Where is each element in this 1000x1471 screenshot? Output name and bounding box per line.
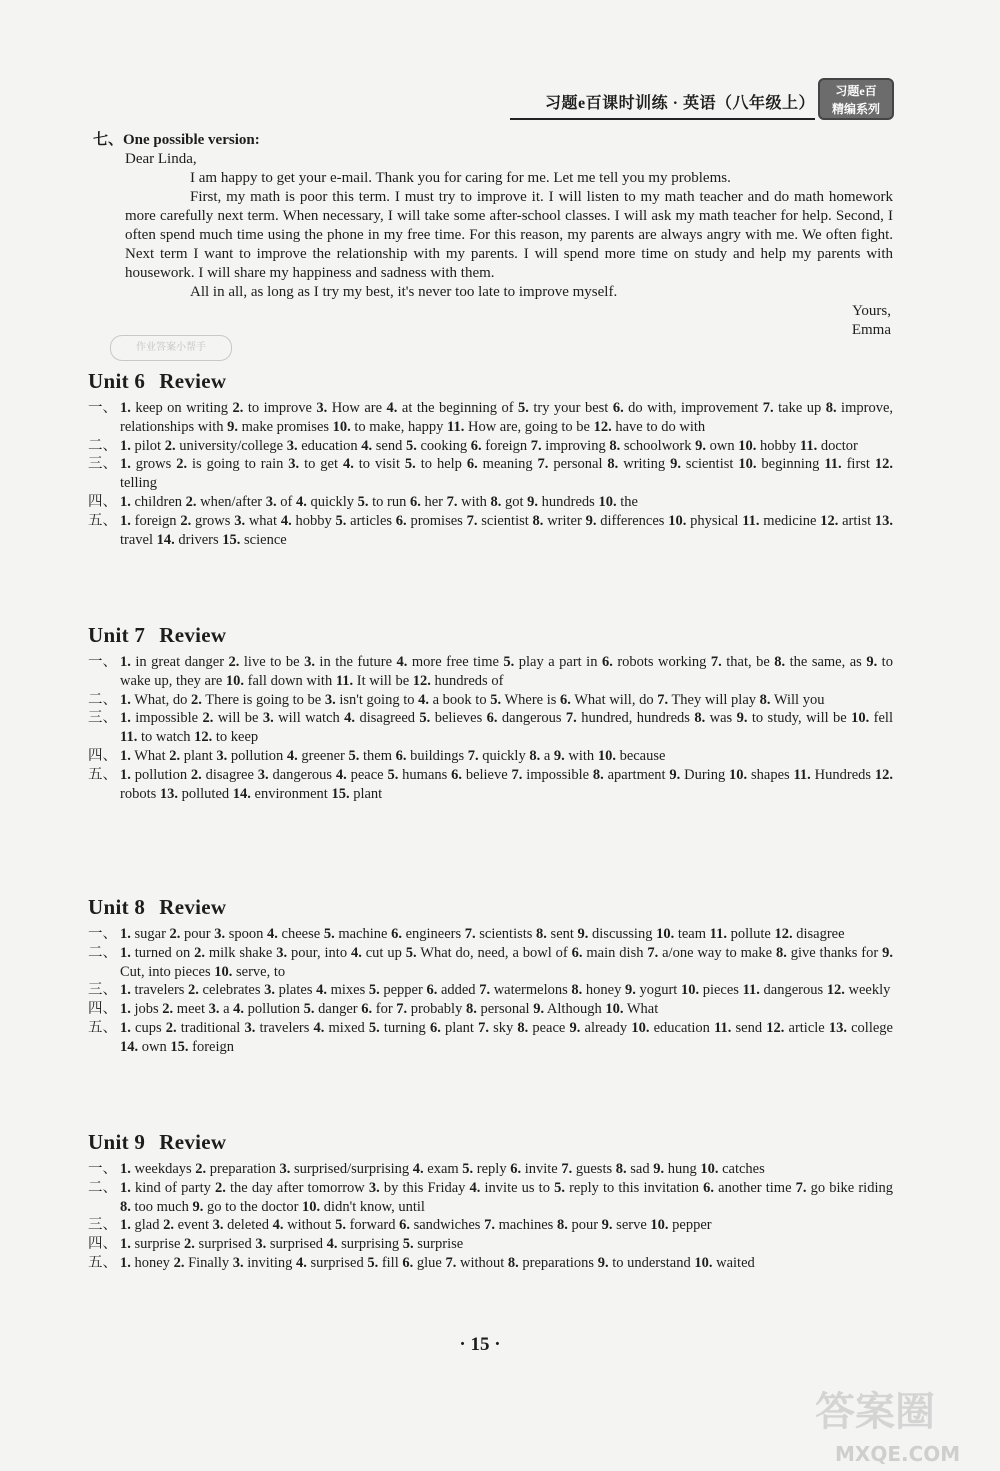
unit-heading (88, 1130, 893, 1155)
answer-row (88, 399, 893, 437)
section-number: 五、 (88, 1019, 117, 1036)
answer-row (88, 512, 893, 550)
corner-watermark: 答案圈 (815, 1389, 935, 1435)
unit-9-review (88, 1130, 893, 1273)
section-number: 二、 (88, 691, 117, 708)
unit-7-review (88, 623, 893, 803)
answer-text: 1. What, do 2. There is going to be 3. isn't going to 4. a book to 5. Where is 6. What will, do 7. They will play 8. Will you (120, 691, 825, 708)
answer-text: 1. glad 2. event 3. deleted 4. without 5. forward 6. sandwiches 7. machines 8. pour 9. serve 10. pepper (120, 1217, 712, 1234)
answer-text: 1. foreign 2. grows 3. what 4. hobby 5. articles 6. promises 7. scientist 8. writer 9. differences 10. physical 11. medicine 12. artist 13. travel 14. drivers 15. science (120, 512, 894, 548)
answer-text: 1. honey 2. Finally 3. inviting 4. surprised 5. fill 6. glue 7. without 8. preparations 9. to understand 10. waited (120, 1254, 755, 1271)
answer-text: 1. travelers 2. celebrates 3. plates 4. mixes 5. pepper 6. added 7. watermelons 8. honey 9. yogurt 10. pieces 11. dangerous 12. weekly (120, 982, 891, 999)
unit-heading (88, 369, 893, 394)
section-number: 二、 (88, 1179, 117, 1196)
section-number: 四、 (88, 1236, 117, 1253)
section-number: 一、 (88, 1161, 117, 1177)
unit-heading (88, 895, 893, 920)
section-number: 二、 (88, 437, 117, 454)
essay-section-label: 七、 (93, 132, 124, 148)
section-number: 三、 (88, 1217, 117, 1234)
answer-text: 1. pollution 2. disagree 3. dangerous 4. peace 5. humans 6. believe 7. impossible 8. apartment 9. During 10. shapes 11. Hundreds 12. robots 13. polluted 14. environment 15. plant (120, 766, 893, 802)
answer-row (88, 1235, 893, 1254)
unit-label: Review (159, 369, 227, 393)
series-logo-line1: 习题e百 (835, 84, 877, 98)
answer-text: 1. grows 2. is going to rain 3. to get 4. to visit 5. to help 6. meaning 7. personal 8. writing 9. scientist 10. beginning 11. first 12. telling (120, 456, 894, 492)
answer-text: 1. keep on writing 2. to improve 3. How are 4. at the beginning of 5. try your best 6. do with, improvement 7. take up 8. improve, relationships with 9. make promises 10. to make, happy 11. How are, going to be 12. have to do with (120, 400, 894, 435)
unit-title: Unit 8 (88, 895, 146, 919)
section-number: 一、 (88, 400, 117, 416)
answer-text: 1. weekdays 2. preparation 3. surprised/surprising 4. exam 5. reply 6. invite 7. guests 8. sad 9. hung 10. catches (120, 1161, 765, 1177)
section-number: 四、 (88, 747, 117, 764)
essay-title: One possible version: (123, 132, 260, 148)
page-number: · 15 · (459, 1334, 501, 1355)
essay-paragraph: First, my math is poor this term. I must try to improve it. I will listen to my math teacher and do math homework more carefully next term. When necessary, I will take some after-school classes. I will ask my math teacher for help. Second, I often spend much time using the phone in my free time. For this reason, my parents are always angry with me. We often fight. Next term I want to improve the relationship with my parents. I will spend more time on study and help my parents with housework. I will share my happiness and sadness with them. (125, 189, 893, 281)
answer-text: 1. surprise 2. surprised 3. surprised 4. surprising 5. surprise (120, 1236, 464, 1253)
answer-row (88, 691, 893, 710)
unit-title: Unit 9 (88, 1130, 146, 1154)
section-number: 三、 (88, 710, 117, 727)
answer-text: 1. jobs 2. meet 3. a 4. pollution 5. danger 6. for 7. probably 8. personal 9. Although 10. What (120, 1001, 659, 1018)
unit-label: Review (159, 623, 227, 647)
unit-title: Unit 6 (88, 369, 146, 393)
section-number: 五、 (88, 512, 117, 529)
answer-row (88, 981, 893, 1000)
watermark-stamp: 作业答案小帮手 (110, 335, 232, 361)
section-number: 一、 (88, 654, 117, 670)
essay-closing: Yours, (852, 303, 891, 319)
unit-label: Review (159, 1130, 227, 1154)
section-number: 三、 (88, 456, 117, 473)
essay-paragraph: I am happy to get your e-mail. Thank you for caring for me. Let me tell you my problems. (190, 170, 731, 186)
unit-label: Review (159, 895, 227, 919)
answer-row (88, 709, 893, 747)
essay-salutation: Dear Linda, (125, 151, 197, 167)
answer-text: 1. What 2. plant 3. pollution 4. greener 5. them 6. buildings 7. quickly 8. a 9. with 10. because (120, 747, 666, 764)
section-number: 五、 (88, 1254, 117, 1271)
unit-heading (88, 623, 893, 648)
answer-row (88, 1000, 893, 1019)
answer-text: 1. sugar 2. pour 3. spoon 4. cheese 5. machine 6. engineers 7. scientists 8. sent 9. discussing 10. team 11. pollute 12. disagree (120, 926, 845, 942)
answer-text: 1. turned on 2. milk shake 3. pour, into 4. cut up 5. What do, need, a bowl of 6. main dish 7. a/one way to make 8. give thanks for 9. Cut, into pieces 10. serve, to (120, 944, 893, 980)
answer-text: 1. in great danger 2. live to be 3. in the future 4. more free time 5. play a part in 6. robots working 7. that, be 8. the same, as 9. to wake up, they are 10. fall down with 11. It will be 12. hundreds of (120, 654, 893, 689)
answer-row (88, 747, 893, 766)
answer-row (88, 944, 893, 982)
sample-essay (93, 131, 893, 340)
corner-watermark-url: MXQE.COM (835, 1442, 961, 1466)
answer-row (88, 766, 893, 804)
answer-row (88, 653, 893, 691)
essay-paragraph: All in all, as long as I try my best, it's never too late to improve myself. (190, 284, 618, 300)
answer-text: 1. children 2. when/after 3. of 4. quickly 5. to run 6. her 7. with 8. got 9. hundreds 10. the (120, 493, 638, 510)
section-number: 三、 (88, 982, 117, 999)
section-number: 二、 (88, 944, 117, 961)
answer-text: 1. pilot 2. university/college 3. education 4. send 5. cooking 6. foreign 7. improving 8. schoolwork 9. own 10. hobby 11. doctor (120, 437, 858, 454)
answer-text: 1. cups 2. traditional 3. travelers 4. mixed 5. turning 6. plant 7. sky 8. peace 9. already 10. education 11. send 12. article 13. college 14. own 15. foreign (120, 1019, 893, 1055)
series-title: 习题e百课时训练 · 英语（八年级上） (510, 90, 815, 120)
section-number: 四、 (88, 493, 117, 510)
unit-8-review (88, 895, 893, 1057)
answer-row (88, 1254, 893, 1273)
answer-text: 1. impossible 2. will be 3. will watch 4. disagreed 5. believes 6. dangerous 7. hundred, hundreds 8. was 9. to study, will be 10. fell 11. to watch 12. to keep (120, 710, 893, 746)
essay-signature: Emma (851, 322, 891, 338)
section-number: 一、 (88, 926, 117, 942)
answer-row (88, 925, 893, 944)
section-number: 五、 (88, 766, 117, 783)
answer-row (88, 437, 893, 456)
series-logo (818, 78, 894, 120)
section-number: 四、 (88, 1001, 117, 1018)
answer-row (88, 455, 893, 493)
answer-row (88, 1179, 893, 1217)
series-logo-line2: 精编系列 (831, 102, 880, 116)
answer-row (88, 493, 893, 512)
answer-row (88, 1216, 893, 1235)
answer-row (88, 1019, 893, 1057)
answer-text: 1. kind of party 2. the day after tomorrow 3. by this Friday 4. invite us to 5. reply to this invitation 6. another time 7. go bike riding 8. too much 9. go to the doctor 10. didn't know, until (120, 1179, 893, 1215)
unit-title: Unit 7 (88, 623, 146, 647)
answer-row (88, 1160, 893, 1179)
unit-6-review (88, 369, 893, 549)
